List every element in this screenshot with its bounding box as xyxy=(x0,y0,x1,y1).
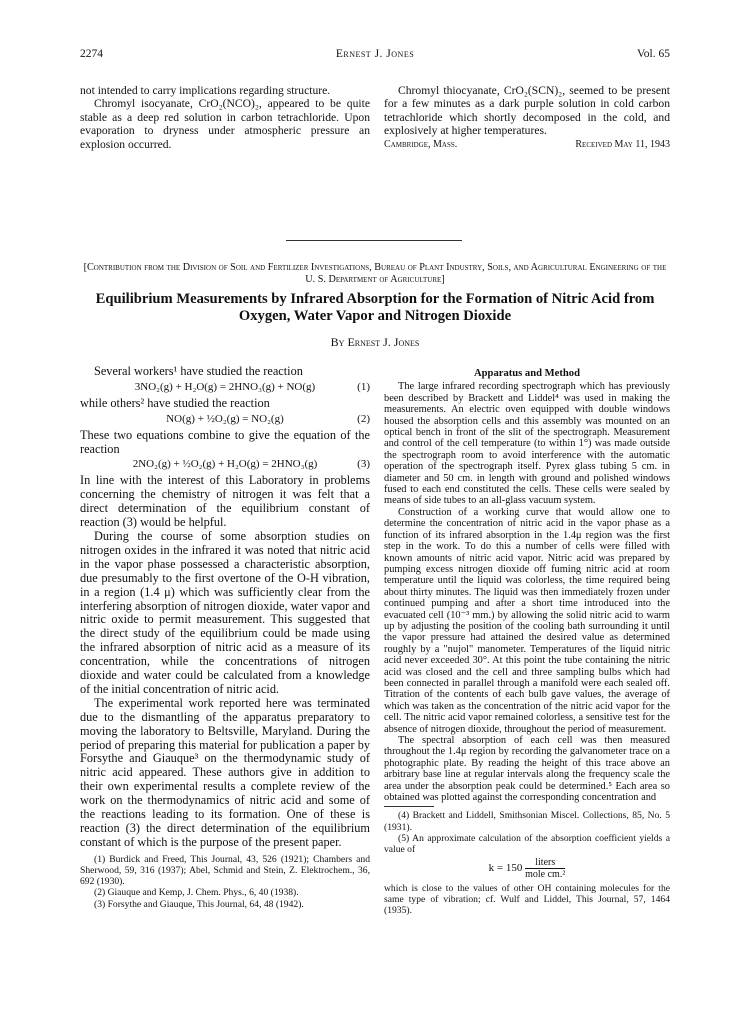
running-header xyxy=(80,48,670,64)
k-lhs: k = 150 xyxy=(488,862,523,875)
k-fraction xyxy=(525,857,565,880)
paragraph: Several workers¹ have studied the reaction xyxy=(94,364,303,378)
paragraph: Construction of a working curve that would allow one to determine the concentration of nitric acid in the vapor phase as a function of its infrared absorption in the 1.4μ region was the first step in the work. To do this a number of cells were filled with known amounts of nitric acid vapor. Nitric acid was prepared by pumping excess nitrogen dioxide off fuming nitric acid at room temperature until the liquid was colorless, the time required being about thirty minutes. The liquid was then immediately frozen under continued pumping and after a short time introduced into the evacuated cell (10⁻³ mm.) by allowing the solid nitric acid to warm up by adjusting the position of the cooling bath surrounding it until the vapor pressure had attained the desired value as determined roughly by a "nujol" manometer. Temperatures of the liquid nitric acid never exceeded 30°. At this point the tube containing the nitric acid was closed and the cell and three sampling bulbs which had been connected in parallel through a manifold were each sealed off. Titration of the contents of each bulb gave values, the average of which was taken as the concentration of the nitric acid vapor for the cell. The nitric acid vapor remained colorless, a sensitive test for the absence of nitrogen dioxide, throughout the period of measurement. xyxy=(384,506,670,735)
footnote: (3) Forsythe and Giauque, This Journal, 64, 48 (1942). xyxy=(94,898,304,910)
equation-number: (3) xyxy=(357,458,370,471)
article-title: Equilibrium Measurements by Infrared Absorption for the Formation of Nitric Acid from Oxygen, Water Vapor and Nitrogen Dioxide xyxy=(95,291,655,324)
prev-paragraph: Chromyl isocyanate, CrO₂(NCO)₂, appeared to be quite stable as a deep red solution in carbon tetrachloride. Upon evaporation to dryness under atmospheric pressure an explosion occurred. xyxy=(80,97,370,151)
paragraph: The large infrared recording spectrograph which has previously been described by Brackett and Liddel⁴ was used in making the measurements. An electric oven equipped with double windows housed the absorption cells and this assembly was mounted on an optical bench in front of the slit of the spectrograph. Measurement and control of the cell temperature (to within 1°) was made outside the spectrograph room to avoid interference with the automatic operation of the spectrograph itself. Pyrex glass tubing 5 cm. in diameter and 50 cm. in length with ground and polished windows fused to each end constituted the cells. These cells were sealed by means of side tubes to an all-glass vacuum system. xyxy=(384,381,670,507)
footnotes xyxy=(80,854,370,910)
paragraph: In line with the interest of this Laboratory in problems concerning the chemistry of nitrogen it was felt that a direct determination of the equilibrium constant of reaction (3) would be helpful. xyxy=(80,473,370,530)
byline: By Ernest J. Jones xyxy=(330,335,420,349)
prev-article-left-column xyxy=(80,84,370,151)
equation-2 xyxy=(80,413,370,427)
prev-article-right-column xyxy=(384,84,670,151)
equation-text: 2NO₂(g) + ½O₂(g) + H₂O(g) = 2HNO₃(g) xyxy=(132,458,318,471)
footnotes xyxy=(384,810,670,916)
k-numerator: liters xyxy=(525,857,565,869)
paragraph: while others² have studied the reaction xyxy=(80,395,270,410)
contribution-note: [Contribution from the Division of Soil and Fertilizer Investigations, Bureau of Plant Industry, Soils, and Agricultural Engineering of the U. S. Department of Agriculture] xyxy=(83,262,667,285)
paragraph: These two equations combine to give the equation of the reaction xyxy=(80,427,370,456)
received-date: Received May 11, 1943 xyxy=(575,138,670,150)
article-divider xyxy=(286,240,462,241)
right-body-column xyxy=(384,368,670,916)
section-heading: Apparatus and Method xyxy=(474,368,580,379)
footnote: which is close to the values of other OH containing molecules for the same type of vibration; cf. Wulf and Liddel, This Journal, 57, 1464 (1935). xyxy=(384,882,670,917)
footnote: (1) Burdick and Freed, This Journal, 43, 526 (1921); Chambers and Sherwood, 59, 316 (1937); Abel, Schmid and Stein, Z. Elektrochem., 36, 692 (1930). xyxy=(80,853,370,888)
footnote: (4) Brackett and Liddell, Smithsonian Miscel. Collections, 85, No. 5 (1931). xyxy=(384,810,670,833)
footnote: (5) An approximate calculation of the absorption coefficient yields a value of xyxy=(384,832,670,856)
location: Cambridge, Mass. xyxy=(384,138,458,150)
running-author: Ernest J. Jones xyxy=(335,48,415,60)
paragraph: During the course of some absorption studies on nitrogen oxides in the infrared it was noted that nitric acid in the vapor phase possessed a characteristic absorption, due presumably to the first overtone of the O-H vibration, in a region (1.4 μ) which was sufficiently clear from the interfering absorption of nitrogen dioxide, water vapor and nitric oxide to permit measurement. This suggested that the direct study of the equilibrium could be made using the infrared absorption of nitric acid as a measure of its concentration, while the concentrations of nitrogen dioxide and water could be calculated from a knowledge of the initial concentration of nitric acid. xyxy=(80,528,370,696)
footnote-rule xyxy=(384,806,434,807)
equation-text: NO(g) + ½O₂(g) = NO₂(g) xyxy=(166,412,284,425)
volume-label: Vol. 65 xyxy=(636,48,670,60)
equation-text: 3NO₂(g) + H₂O(g) = 2HNO₃(g) + NO(g) xyxy=(134,380,316,393)
k-equation xyxy=(384,857,670,880)
equation-number: (1) xyxy=(357,380,370,393)
equation-1 xyxy=(80,381,370,395)
page-number: 2274 xyxy=(80,48,103,60)
k-denominator: mole cm.² xyxy=(525,869,566,881)
equation-3 xyxy=(80,458,370,472)
footnote: (2) Giauque and Kemp, J. Chem. Phys., 6, 40 (1938). xyxy=(94,887,299,899)
signature-line xyxy=(384,138,670,151)
paragraph: The spectral absorption of each cell was then measured throughout the 1.4μ region by recording the galvanometer trace on a photographic plate. By reading the height of this trace above an arbitrary base line at regular intervals along the frequency scale the area under the absorption peak could be determined.⁵ Each area so obtained was plotted against the corresponding concentration and xyxy=(384,735,670,804)
left-body-column xyxy=(80,365,370,910)
prev-paragraph: not intended to carry implications regarding structure. xyxy=(80,84,331,97)
prev-paragraph: Chromyl thiocyanate, CrO₂(SCN)₂, seemed to be present for a few minutes as a dark purple solution in cold carbon tetrachloride which shortly decomposed in the cold, and explosively at higher temperatures. xyxy=(384,84,670,138)
paragraph: The experimental work reported here was terminated due to the dismantling of the apparatus preparatory to moving the laboratory to Beltsville, Maryland. During the period of preparing this material for publication a paper by Forsythe and Giauque³ on the thermodynamic study of nitric acid appeared. These authors give in addition to their own experimental results a complete review of the work on the thermodynamics of nitric acid and some of the reactions leading to its formation. One of these is reaction (3) the direct determination of the equilibrium constant of which is the purpose of the present paper. xyxy=(80,695,370,849)
equation-number: (2) xyxy=(357,412,370,425)
